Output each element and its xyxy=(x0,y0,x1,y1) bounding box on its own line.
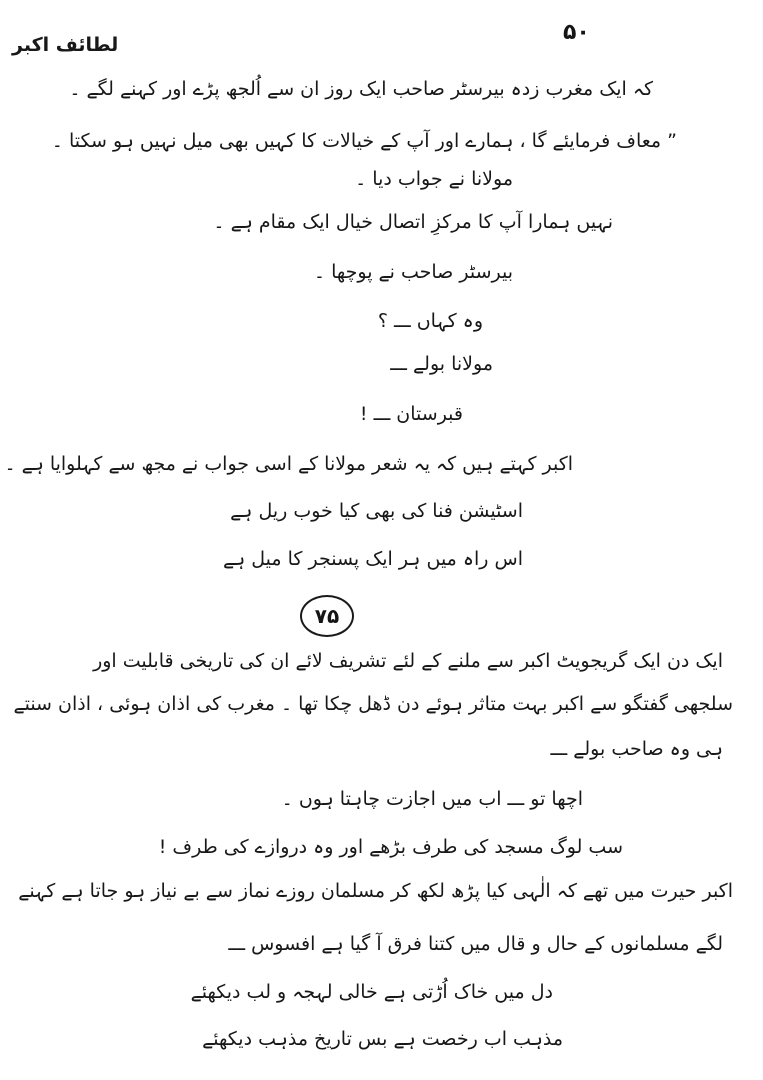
text-line: بیرسٹر صاحب نے پوچھا ۔ xyxy=(313,261,513,283)
text-line: ہی وہ صاحب بولے ـــ xyxy=(550,738,723,760)
text-line: سلجھی گفتگو سے اکبر بہت متاثر ہوئے دن ڈھل چکا تھا ۔ مغرب کی اذان ہوئی ، اذان سنتے xyxy=(13,693,733,715)
page-number: ۵۰ xyxy=(563,20,590,45)
text-line: مولانا نے جواب دیا ۔ xyxy=(355,168,513,190)
anecdote-number-marker xyxy=(300,595,354,637)
verse-line: دل میں خاک اُڑتی ہے خالی لہجہ و لب دیکھئے xyxy=(190,981,553,1003)
text-line: اکبر کہتے ہیں کہ یہ شعر مولانا کے اسی جواب نے مجھ سے کہلوایا ہے ۔ xyxy=(4,453,573,475)
text-line: قبرستان ـــ ! xyxy=(359,403,463,425)
text-line: سب لوگ مسجد کی طرف بڑھے اور وہ دروازے کی طرف ! xyxy=(158,836,623,858)
book-title: لطائف اکبر xyxy=(12,34,119,56)
verse-line: اس راہ میں ہر ایک پسنجر کا میل ہے xyxy=(222,548,523,570)
text-line: نہیں ہمارا آپ کا مرکزِ اتصال خیال ایک مقام ہے ۔ xyxy=(213,211,613,233)
text-line: کہ ایک مغرب زدہ بیرسٹر صاحب ایک روز ان سے اُلجھ پڑے اور کہنے لگے ۔ xyxy=(69,78,653,100)
verse-line: اسٹیشن فنا کی بھی کیا خوب ریل ہے xyxy=(230,500,523,522)
text-line: اکبر حیرت میں تھے کہ الٰہی کیا پڑھ لکھ کر مسلمان روزے نماز سے بے نیاز ہو جاتا ہے کہنے xyxy=(18,880,733,902)
verse-line: مذہب اب رخصت ہے بس تاریخ مذہب دیکھئے xyxy=(202,1028,563,1050)
text-line: اچھا تو ـــ اب میں اجازت چاہتا ہوں ۔ xyxy=(281,788,583,810)
text-line: لگے مسلمانوں کے حال و قال میں کتنا فرق آ گیا ہے افسوس ـــ xyxy=(228,933,723,955)
anecdote-number: ۷۵ xyxy=(314,604,340,628)
text-line: ” معاف فرمایئے گا ، ہمارے اور آپ کے خیالات کا کہیں بھی میل نہیں ہو سکتا ۔ xyxy=(51,130,677,152)
text-line: وہ کہاں ـــ ؟ xyxy=(377,310,483,332)
text-line: ایک دن ایک گریجویٹ اکبر سے ملنے کے لئے تشریف لائے ان کی تاریخی قابلیت اور xyxy=(93,650,723,672)
text-line: مولانا بولے ـــ xyxy=(390,353,493,375)
